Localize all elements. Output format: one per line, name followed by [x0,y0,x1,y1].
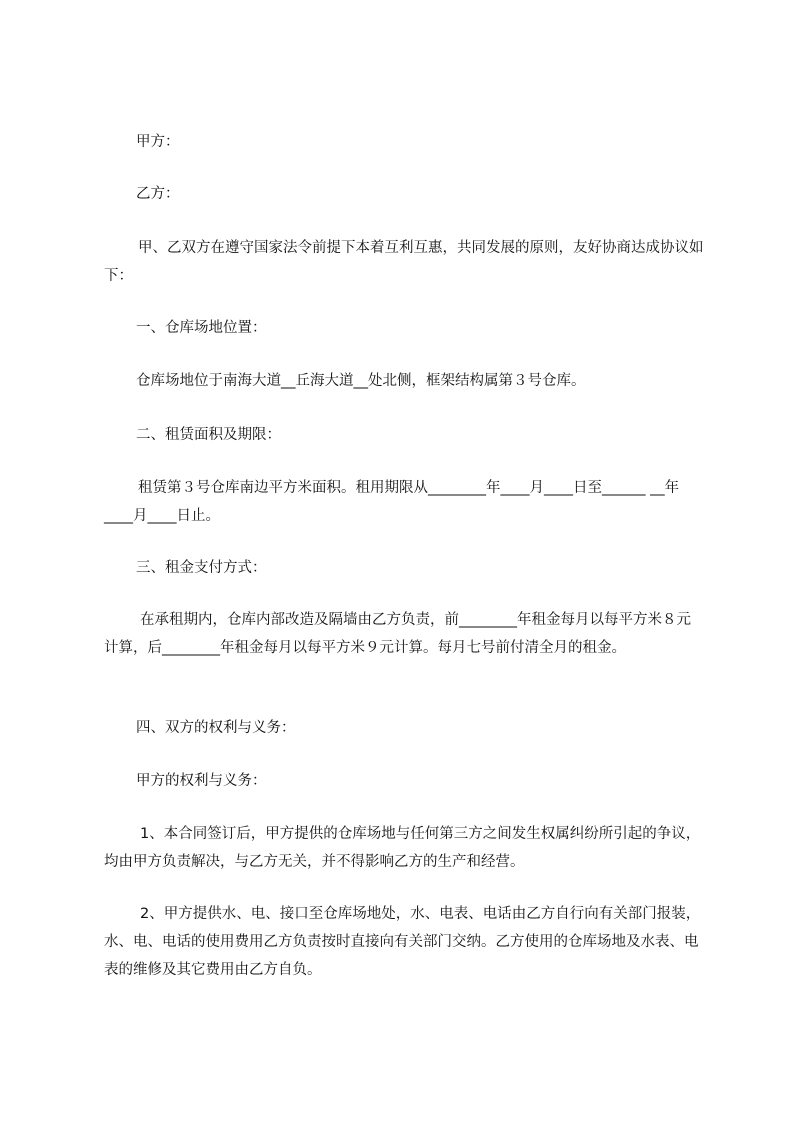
clause-item-2: 2、甲方提供水、电、接口至仓库场地处，水、电表、电话由乙方自行向有关部门报装，水、电、电话的使用费用乙方负责按时直接向有关部门交纳。乙方使用的仓库场地及水表、电表的维修及其它费用由乙方自负。 [104,906,701,978]
clause-item-1: 1、本合同签订后，甲方提供的仓库场地与任何第三方之间发生权属纠纷所引起的争议，均由甲方负责解决，与乙方无关，并不得影响乙方的生产和经营。 [104,826,701,870]
intro-paragraph: 甲、乙双方在遵守国家法令前提下本着互利互惠，共同发展的原则，友好协商达成协议如下： [104,240,704,284]
section-1-title: 一、仓库场地位置： [136,320,267,336]
section-2-title: 二、租赁面积及期限： [136,427,281,443]
party-a-rights-title: 甲方的权利与义务： [136,773,267,789]
section-1-body: 仓库场地位于南海大道__丘海大道__处北侧，框架结构属第３号仓库。 [136,373,586,389]
section-3-title: 三、租金支付方式： [136,560,267,576]
party-a-label: 甲方： [136,134,180,150]
section-4-title: 四、双方的权利与义务： [136,720,296,736]
section-2-body: 租赁第３号仓库南边平方米面积。租用期限从________年____月____日至______ __年____月____日止。 [104,480,680,524]
section-3-body: 在承租期内，仓库内部改造及隔墙由乙方负责，前________年租金每月以每平方米８元计算，后________年租金每月以每平方米９元计算。每月七号前付清全月的租金。 [104,612,691,656]
party-b-label: 乙方： [136,186,180,202]
